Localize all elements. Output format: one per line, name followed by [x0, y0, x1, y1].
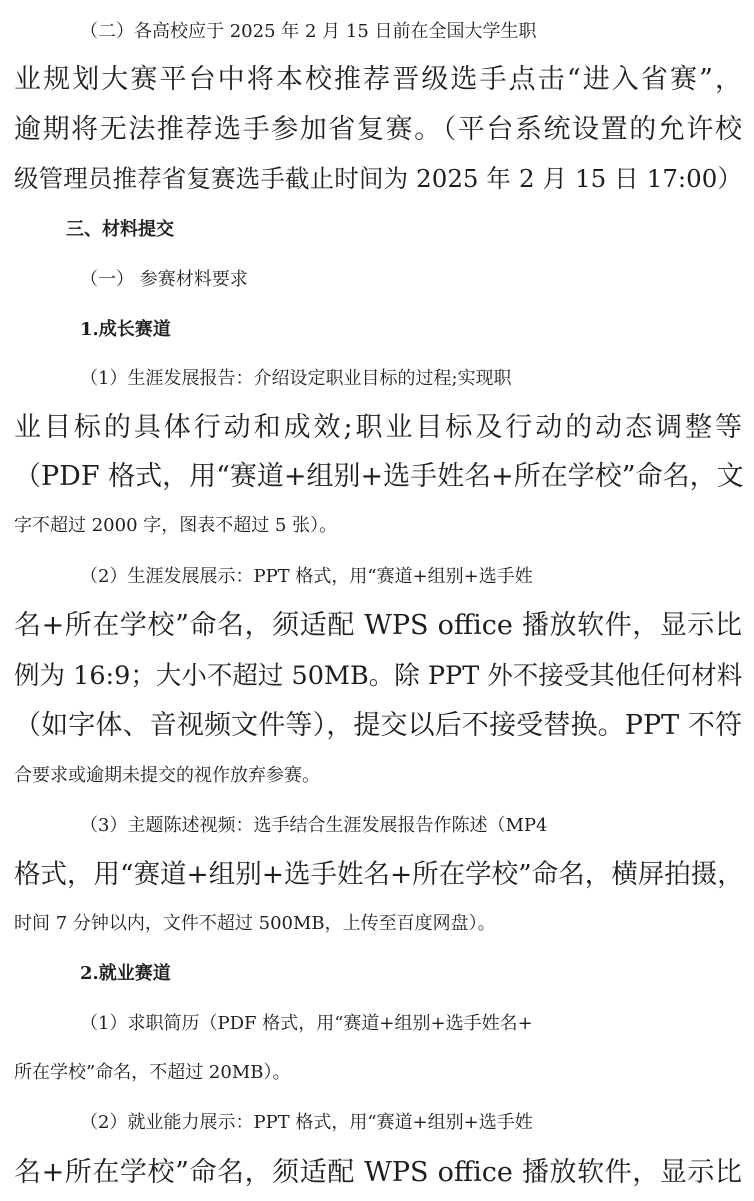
item-career-report-line-4: 字不超过 2000 字，图表不超过 5 张）。	[14, 515, 338, 536]
item-career-report-line-2: 业目标的具体行动和成效;职业目标及行动的动态调整等	[14, 412, 742, 443]
paragraph-deadline-line-2: 业规划大赛平台中将本校推荐晋级选手点击“进入省赛”，	[14, 64, 742, 95]
item-career-report-line-1: （1）生涯发展报告：介绍设定职业目标的过程;实现职	[80, 368, 512, 389]
item-resume-line-1: （1）求职简历（PDF 格式，用“赛道+组别+选手姓名+	[80, 1013, 533, 1034]
track-heading-growth: 1.成长赛道	[80, 319, 171, 340]
item-employment-ppt-line-2: 名+所在学校”命名，须适配 WPS office 播放软件，显示比	[14, 1157, 742, 1188]
item-career-report-line-3: （PDF 格式，用“赛道+组别+选手姓名+所在学校”命名，文	[14, 461, 744, 492]
paragraph-deadline-line-4: 级管理员推荐省复赛选手截止时间为 2025 年 2 月 15 日 17:00）	[14, 164, 742, 193]
subsection-heading-requirements: （一） 参赛材料要求	[80, 269, 248, 290]
item-career-ppt-line-2: 名+所在学校”命名，须适配 WPS office 播放软件，显示比	[14, 610, 742, 641]
item-video-line-2: 格式，用“赛道+组别+选手姓名+所在学校”命名，横屏拍摄，	[14, 859, 744, 890]
track-heading-employment: 2.就业赛道	[80, 963, 171, 984]
paragraph-deadline-line-1: （二）各高校应于 2025 年 2 月 15 日前在全国大学生职	[80, 21, 537, 42]
item-career-ppt-line-5: 合要求或逾期未提交的视作放弃参赛。	[14, 765, 320, 786]
item-video-line-3: 时间 7 分钟以内，文件不超过 500MB，上传至百度网盘）。	[14, 913, 496, 934]
item-video-line-1: （3）主题陈述视频：选手结合生涯发展报告作陈述（MP4	[80, 815, 548, 836]
item-career-ppt-line-3: 例为 16:9；大小不超过 50MB。除 PPT 外不接受其他任何材料	[14, 661, 743, 691]
item-career-ppt-line-1: （2）生涯发展展示：PPT 格式，用“赛道+组别+选手姓	[80, 566, 533, 587]
paragraph-deadline-line-3: 逾期将无法推荐选手参加省复赛。（平台系统设置的允许校	[14, 114, 742, 145]
section-heading-materials: 三、材料提交	[66, 219, 174, 240]
item-employment-ppt-line-1: （2）就业能力展示：PPT 格式，用“赛道+组别+选手姓	[80, 1112, 533, 1133]
item-career-ppt-line-4: （如字体、音视频文件等），提交以后不接受替换。PPT 不符	[14, 710, 742, 741]
item-resume-line-2: 所在学校”命名，不超过 20MB）。	[14, 1062, 291, 1083]
